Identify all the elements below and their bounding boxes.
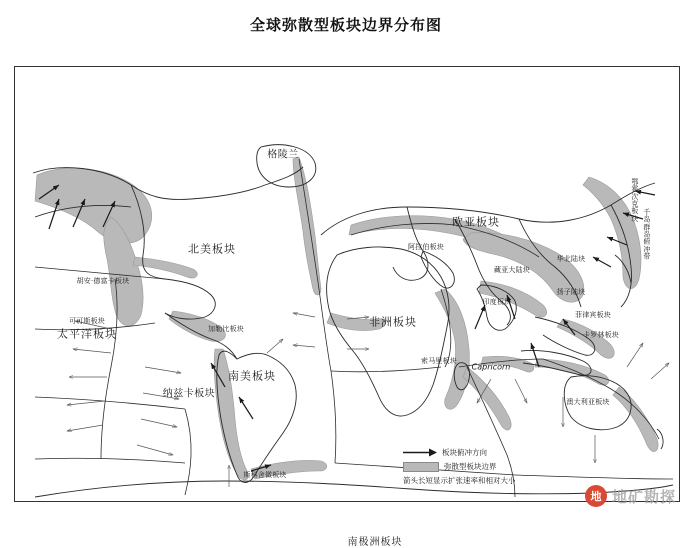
map-label-africa-plate: 非洲板块 [369,315,417,329]
map-label-south-america-plate: 南美板块 [228,369,276,383]
map-label-pacific-plate: 太平洋板块 [57,327,117,341]
map-label-okhotsk-block: 鄂霍次克板块 [631,177,639,223]
map-label-capricorn-plate: Capricorn [471,362,511,372]
map-label-nazca-plate: 纳兹卡板块 [162,388,216,400]
map-label-greenland: 格陵兰 [267,149,299,161]
map-label-kuril-japan-arc: 千岛群岛俯冲带 [643,208,651,261]
watermark-badge-icon: 地 [585,485,607,507]
map-label-eurasia-plate: 欧亚板块 [452,215,500,229]
map-label-arabian-plate: 阿拉伯板块 [408,242,444,251]
map-label-caribbean-plate: 加勒比板块 [208,324,244,333]
legend-band-swatch [403,462,439,472]
diffuse-boundary-bands [35,157,658,480]
map-legend [403,447,671,486]
map-label-tibet-block: 藏亚大陆块 [494,265,530,274]
legend-row-band [403,461,671,472]
map-label-juan-de-fuca-plate: 胡安·德富卡板块 [76,276,130,285]
map-label-somali-plate: 索马里板块 [421,356,457,365]
map-label-yangtze-block: 扬子陆块 [556,287,586,296]
map-label-philippine-plate: 菲律宾板块 [575,310,611,319]
watermark-text: 地矿勘探 [611,487,676,506]
legend-arrow-label: 板块俯冲方向 [442,448,487,457]
map-label-antarctica-plate: 南极洲板块 [347,537,403,548]
map-graphics [15,67,679,501]
map-label-india-plate: 印度板块 [482,297,512,306]
legend-row-arrow [403,447,671,458]
legend-note: 箭头长短显示扩张速率和相对大小 [403,476,516,485]
world-plate-map[interactable] [14,66,680,548]
page-title: 全球弥散型板块边界分布图 [249,16,442,34]
map-label-north-america-plate: 北美板块 [188,242,236,256]
map-label-caroline-plate: 卡罗林板块 [583,330,619,339]
map-label-australia-plate: 澳大利亚板块 [566,397,610,406]
watermark [585,485,676,507]
map-label-cocos-plate: 可可斯板块 [69,316,105,325]
legend-arrow-icon [403,448,437,457]
map-label-scotia-plate: 斯科舍微板块 [243,470,287,479]
map-label-north-china-block: 华北陆块 [556,254,586,263]
legend-band-label: 弥散型板块边界 [444,462,497,471]
